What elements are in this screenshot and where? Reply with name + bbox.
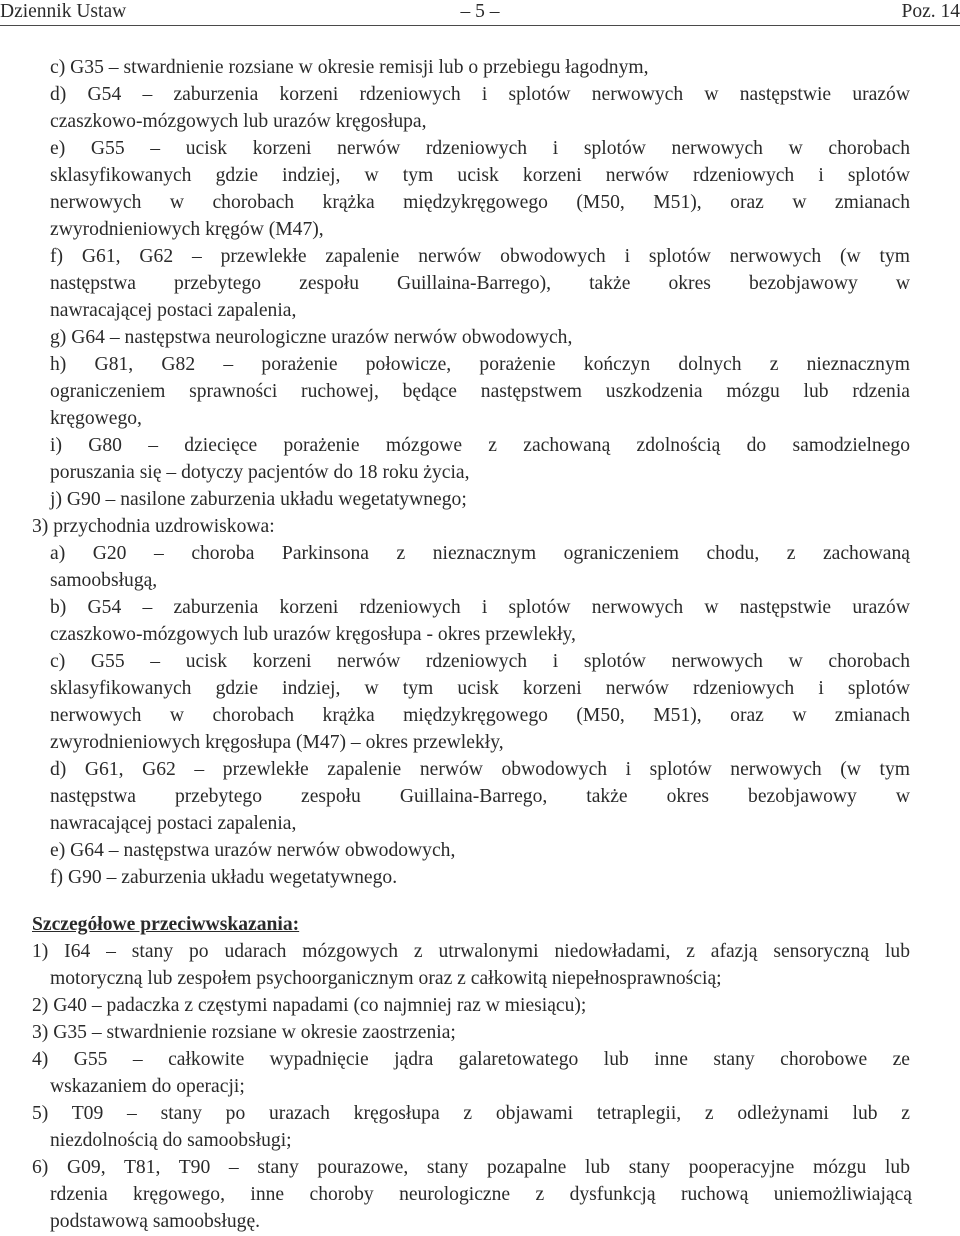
text-line: f) G90 – zaburzenia układu wegetatywnego. bbox=[50, 865, 397, 892]
page-header bbox=[0, 0, 960, 26]
text-line: c) G55 – ucisk korzeni nerwów rdzeniowych i splotów nerwowych w chorobach bbox=[50, 649, 910, 676]
contraindications-heading: Szczegółowe przeciwwskazania: bbox=[32, 912, 299, 939]
text-line: c) G35 – stwardnienie rozsiane w okresie remisji lub o przebiegu łagodnym, bbox=[50, 55, 649, 82]
text-line: 2) G40 – padaczka z częstymi napadami (co najmniej raz w miesiącu); bbox=[32, 993, 586, 1020]
text-line: podstawową samoobsługę. bbox=[50, 1209, 260, 1236]
text-line: sklasyfikowanych gdzie indziej, w tym ucisk korzeni nerwów rdzeniowych i splotów bbox=[50, 676, 910, 703]
text-line: zwyrodnieniowych kręgosłupa (M47) – okres przewlekły, bbox=[50, 730, 504, 757]
text-line: zwyrodnieniowych kręgów (M47), bbox=[50, 217, 324, 244]
text-line: e) G55 – ucisk korzeni nerwów rdzeniowych i splotów nerwowych w chorobach bbox=[50, 136, 910, 163]
text-line: g) G64 – następstwa neurologiczne urazów nerwów obwodowych, bbox=[50, 325, 572, 352]
text-line: nawracającej postaci zapalenia, bbox=[50, 298, 296, 325]
text-line: i) G80 – dziecięce porażenie mózgowe z zachowaną zdolnością do samodzielnego bbox=[50, 433, 910, 460]
text-line: 5) T09 – stany po urazach kręgosłupa z objawami tetraplegii, z odleżynami lub z bbox=[32, 1101, 910, 1128]
text-line: j) G90 – nasilone zaburzenia układu wegetatywnego; bbox=[50, 487, 467, 514]
text-line: d) G54 – zaburzenia korzeni rdzeniowych i splotów nerwowych w następstwie urazów bbox=[50, 82, 910, 109]
page-number: – 5 – bbox=[455, 1, 505, 23]
text-line: 1) I64 – stany po udarach mózgowych z utrwalonymi niedowładami, z afazją sensoryczną lub bbox=[32, 939, 910, 966]
text-line: b) G54 – zaburzenia korzeni rdzeniowych i splotów nerwowych w następstwie urazów bbox=[50, 595, 910, 622]
text-line: wskazaniem do operacji; bbox=[50, 1074, 245, 1101]
text-line: samoobsługą, bbox=[50, 568, 157, 595]
text-line: motoryczną lub zespołem psychoorganicznym oraz z całkowitą niepełnosprawnością; bbox=[50, 966, 722, 993]
publication-title: Dziennik Ustaw bbox=[0, 1, 126, 23]
text-line: niezdolnością do samoobsługi; bbox=[50, 1128, 292, 1155]
text-line: nerwowych w chorobach krążka międzykręgowego (M50, M51), oraz w zmianach bbox=[50, 703, 910, 730]
text-line: e) G64 – następstwa urazów nerwów obwodowych, bbox=[50, 838, 455, 865]
text-line: f) G61, G62 – przewlekłe zapalenie nerwów obwodowych i splotów nerwowych (w tym bbox=[50, 244, 910, 271]
text-line: nerwowych w chorobach krążka międzykręgowego (M50, M51), oraz w zmianach bbox=[50, 190, 910, 217]
text-line: poruszania się – dotyczy pacjentów do 18 roku życia, bbox=[50, 460, 470, 487]
text-line: kręgowego, bbox=[50, 406, 142, 433]
text-line: d) G61, G62 – przewlekłe zapalenie nerwów obwodowych i splotów nerwowych (w tym bbox=[50, 757, 910, 784]
text-line: sklasyfikowanych gdzie indziej, w tym ucisk korzeni nerwów rdzeniowych i splotów bbox=[50, 163, 910, 190]
text-line: 3) G35 – stwardnienie rozsiane w okresie zaostrzenia; bbox=[32, 1020, 456, 1047]
text-line: czaszkowo-mózgowych lub urazów kręgosłupa - okres przewlekły, bbox=[50, 622, 576, 649]
text-line: a) G20 – choroba Parkinsona z nieznacznym ograniczeniem chodu, z zachowaną bbox=[50, 541, 910, 568]
text-line: następstwa przebytego zespołu Guillaina-Barrego), także okres bezobjawowy w bbox=[50, 271, 910, 298]
text-line: nawracającej postaci zapalenia, bbox=[50, 811, 296, 838]
text-line: 4) G55 – całkowite wypadnięcie jądra galaretowatego lub inne stany chorobowe ze bbox=[32, 1047, 910, 1074]
text-line: h) G81, G82 – porażenie połowicze, porażenie kończyn dolnych z nieznacznym bbox=[50, 352, 910, 379]
text-line: czaszkowo-mózgowych lub urazów kręgosłupa, bbox=[50, 109, 427, 136]
item-number: Poz. 14 bbox=[902, 1, 960, 23]
text-line: następstwa przebytego zespołu Guillaina-Barrego, także okres bezobjawowy w bbox=[50, 784, 910, 811]
section-heading: 3) przychodnia uzdrowiskowa: bbox=[32, 514, 275, 541]
text-line: rdzenia kręgowego, inne choroby neurologiczne z dysfunkcją ruchową uniemożliwiającą bbox=[50, 1182, 912, 1209]
text-line: 6) G09, T81, T90 – stany pourazowe, stany pozapalne lub stany pooperacyjne mózgu lub bbox=[32, 1155, 910, 1182]
text-line: ograniczeniem sprawności ruchowej, będące następstwem uszkodzenia mózgu lub rdzenia bbox=[50, 379, 910, 406]
